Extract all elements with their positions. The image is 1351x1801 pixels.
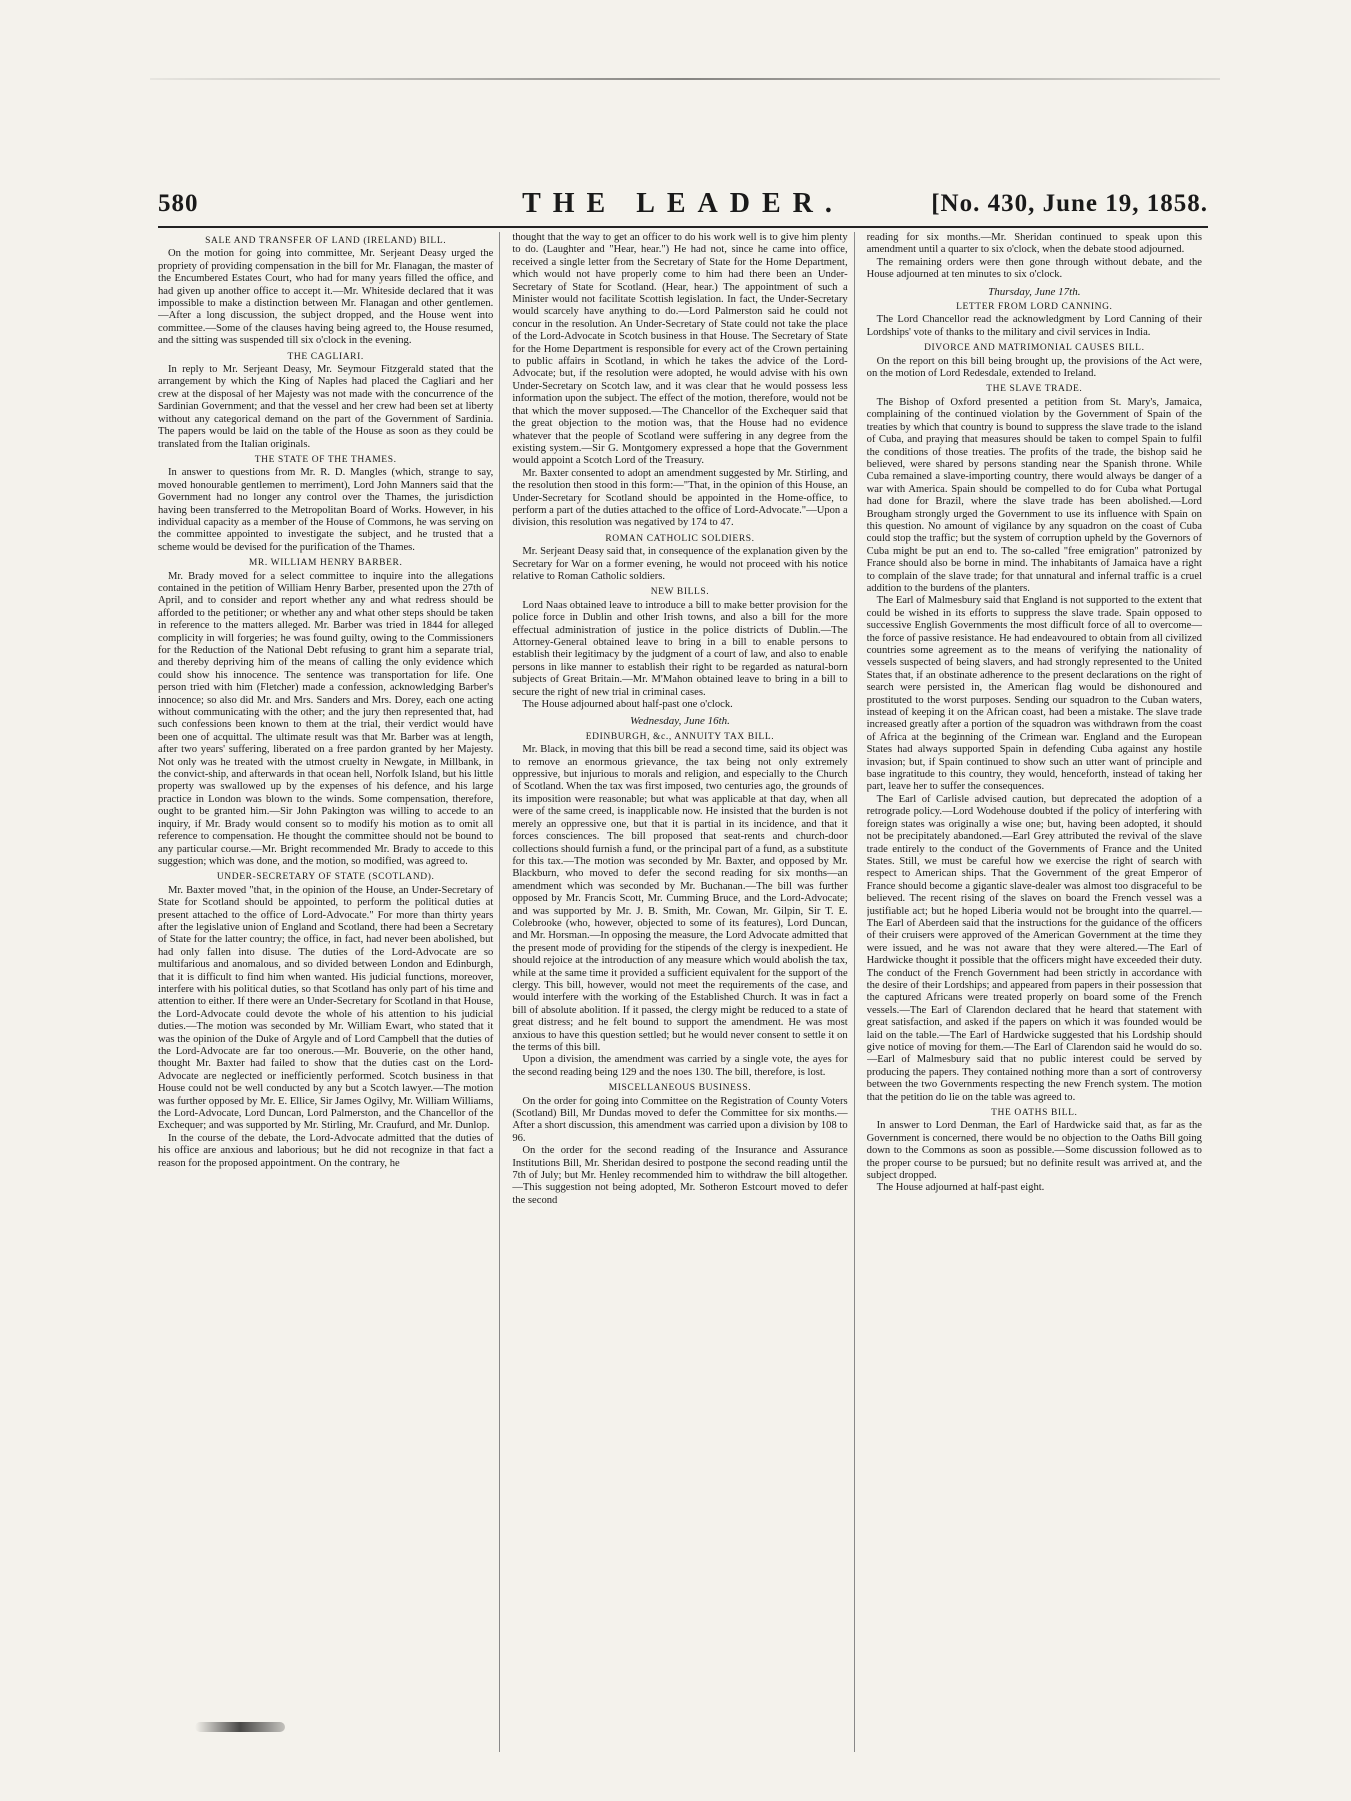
article-paragraph: thought that the way to get an officer to do his work well is to give him plenty to do. (Laughter and "Hear, hear.") He had not, since he came into office, received a single letter from the Secretary of State for the Home Department, which would not have properly come to him had there been an Under-Secretary of State for Scotland. (Hear, hear.) The appointment of such a Minister would not facilitate Scottish legislation. In fact, the Under-Secretary would scarcely have anything to do.—Lord Palmerston said he could not concur in the resolution. An Under-Secretary of State could not take the place of the Lord-Advocate in Scotch business in that House. The Secretary of State for the Home Department is responsible for every act of the Crown pertaining to public affairs in Scotland, in which he takes the advice of the Lord-Advocate; but, if the resolution were adopted, he would advise with his own Under-Secretary on Scotch law, and it was clear that he would possess less information upon the subject. The effect of the motion, therefore, would not be that which the mover supposed.—The Chancellor of the Exchequer said that the great objection to the motion was, that the House had no evidence whatever that the people of Scotland were suffering in any degree from the existing system.—Sir G. Montgomery expressed a hope that the Government would appoint a Scotch Lord of the Treasury.: [512, 232, 848, 467]
article-paragraph: On the order for going into Committee on the Registration of County Voters (Scotland) Bill, Mr Dundas moved to defer the Committee for six months.—After a short discussion, this amendment was carried upon a division by 108 to 96.: [512, 1095, 848, 1144]
ink-blot: [195, 1722, 285, 1732]
page-number: 580: [158, 190, 199, 217]
article-paragraph: The remaining orders were then gone through without debate, and the House adjourned at ten minutes to six o'clock.: [866, 256, 1202, 281]
article-paragraph: The Bishop of Oxford presented a petition from St. Mary's, Jamaica, complaining of the continued violation by the Government of Spain of the treaties by which that country is bound to suppress the slave trade to the island of Cuba, and praying that measures should be taken to compel Spain to fulfil the conditions of those treaties. The profits of the trade, the bishop said he believed, were shared by persons standing near the Spanish throne. While Cuba remained a slave-importing country, there would always be danger of a war with America. Spain should be compelled to do for Cuba what Portugal had done for Brazil, where the slave trade has been abolished.—Lord Brougham strongly urged the Government to use its influence with Spain on this question. No amount of vigilance by any squadron on the coast of Cuba could stop the traffic; but the system of corruption upheld by the Governors of Cuba might be put an end to. The so-called "free emigration" patronized by France should also be borne in mind. The inhabitants of Jamaica have a right to complain of the slave trade; for that unnatural and infernal traffic is a cruel addition to the burdens of the planters.: [866, 396, 1202, 594]
section-heading: MISCELLANEOUS BUSINESS.: [608, 1083, 752, 1094]
column-1: [158, 232, 500, 1752]
article-paragraph: Mr. Baxter consented to adopt an amendment suggested by Mr. Stirling, and the resolution then stood in this form:—"That, in the opinion of this House, an Under-Secretary for Scotland should be appointed in the Home-office, to perform a part of the duties attached to the office of Lord-Advocate."—Upon a division, this resolution was negatived by 174 to 47.: [512, 467, 848, 529]
section-heading: NEW BILLS.: [650, 587, 710, 598]
page-top-rule: [150, 78, 1220, 80]
article-paragraph: The Earl of Malmesbury said that England is not supported to the extent that could be wished in its efforts to suppress the slave trade. Spain opposed to successive English Governments the most difficult force of all to overcome—the force of passive resistance. He had endeavoured to obtain from all civilized countries some agreement as to the means of verifying the nationality of vessels suspected of being slavers, and had strongly represented to the United States that, if an obstinate adherence to the present declarations on the right of search were persisted in, the American flag would be dishonoured and prostituted to the worst purposes. Sending our squadron to the Cuban waters, instead of keeping it on the African coast, had been a mistake. The slave trade increased greatly after a portion of the squadron was withdrawn from the coast of Africa at the beginning of the Crimean war. England and the European States had always supported Spain in defending Cuba against any hostile invasion; but, if Spain continued to show such an utter want of principle and base ingratitude to this country, they would, henceforth, instead of taking her part, leave her to suffer the consequences.: [866, 595, 1202, 793]
article-paragraph: On the order for the second reading of the Insurance and Assurance Institutions Bill, Mr. Sheridan desired to postpone the second reading until the 7th of July; but Mr. Henley recommended him to withdraw the bill altogether.—This suggestion not being adopted, Mr. Sotheron Estcourt moved to defer the second: [512, 1145, 848, 1206]
header-rule: [158, 226, 1208, 228]
article-paragraph: Mr. Serjeant Deasy said that, in consequence of the explanation given by the Secretary for War on a former evening, he would not proceed with his notice relative to Roman Catholic soldiers.: [512, 546, 848, 582]
section-heading: ROMAN CATHOLIC SOLDIERS.: [605, 533, 755, 544]
article-paragraph: In answer to Lord Denman, the Earl of Hardwicke said that, as far as the Government is concerned, there would be no objection to the Oaths Bill going down to the Commons as soon as possible.—Some discussion followed as to the proper course to be pursued; but no definite result was arrived at, and the subject dropped.: [866, 1120, 1202, 1182]
article-paragraph: reading for six months.—Mr. Sheridan continued to speak upon this amendment until a quarter to six o'clock, when the debate stood adjourned.: [866, 232, 1202, 256]
article-paragraph: The House adjourned about half-past one o'clock.: [522, 699, 733, 711]
article-paragraph: Mr. Brady moved for a select committee to inquire into the allegations contained in the petition of William Henry Barber, presented upon the 27th of April, and to consider and report whether any and what redress should be afforded to the petitioner; or whether any and what other steps should be taken in reference to the matters alleged. Mr. Barber was tried in 1844 for alleged complicity in will forgeries; he was found guilty, owing to the Commissioners for the Reduction of the National Debt refusing to grant him a separate trial, and thereby depriving him of the means of calling the only evidence which could show his innocence. The sentence was transportation for life. One person tried with him (Fletcher) made a confession, acknowledging Barber's innocence; so also did Mr. and Mrs. Sanders and Mrs. Dorey, each one acting without communicating with the other; and the jury then represented that, had such confessions been known to them at the trial, their verdict would have been one of acquittal. The ultimate result was that Mr. Barber was at length, after two years' suffering, liberated on a free pardon granted by her Majesty. Not only was he treated with the utmost cruelty in Newgate, in Millbank, in the convict-ship, and afterwards in that ocean hell, Norfolk Island, but his little property was swallowed up by the expenses of his defence, and his large practice in London was blown to the winds. Some compensation, therefore, ought to be granted him.—Sir John Pakington was willing to accede to an inquiry, if Mr. Brady would consent so to modify his motion as to omit all reference to compensation. He thought the committee should not be bound to any particular course.—Mr. Bright recommended Mr. Brady to accede to this suggestion; which was done, and the motion, so modified, was agreed to.: [158, 570, 494, 867]
article-paragraph: On the motion for going into committee, Mr. Serjeant Deasy urged the propriety of providing compensation in the bill for Mr. Flanagan, the master of the Encumbered Estates Court, who had for many years filled the office, and had given up another office to accept it.—Mr. Whiteside declared that it was impossible to make a distinction between Mr. Flanagan and other gentlemen.—After a long discussion, the subject dropped, and the House went into committee.—Some of the clauses having being agreed to, the House resumed, and the sitting was suspended till six o'clock in the evening.: [158, 248, 494, 347]
column-3: [867, 232, 1208, 1752]
article-paragraph: The House adjourned at half-past eight.: [876, 1182, 1045, 1194]
article-paragraph: Upon a division, the amendment was carried by a single vote, the ayes for the second reading being 129 and the noes 130. The bill, therefore, is lost.: [512, 1054, 848, 1078]
article-paragraph: On the report on this bill being brought up, the provisions of the Act were, on the motion of Lord Redesdale, extended to Ireland.: [866, 355, 1202, 380]
issue-info: [No. 430, June 19, 1858.: [931, 190, 1208, 217]
article-paragraph: In reply to Mr. Serjeant Deasy, Mr. Seymour Fitzgerald stated that the arrangement by which the King of Naples had placed the Cagliari and her crew at the disposal of her Majesty was not made with the concurrence of the Sardinian Government; and that the vessel and her crew had been set at liberty without any categorical demand on the part of the Government of Sardinia. The papers would be laid on the table of the House as soon as they could be translated from the Italian originals.: [158, 364, 494, 450]
page-header: [158, 190, 1208, 226]
article-paragraph: In answer to questions from Mr. R. D. Mangles (which, strange to say, moved honourable gentlemen to merriment), Lord John Manners said that the Government had no longer any control over the Thames, the jurisdiction having been transferred to the Metropolitan Board of Works. However, in his individual capacity as a member of the House of Commons, he was serving on the committee appointed to investigate the subject, and he trusted that a scheme would be devised for the purification of the Thames.: [158, 467, 494, 553]
section-heading: LETTER FROM LORD CANNING.: [956, 302, 1113, 313]
section-heading: THE STATE OF THE THAMES.: [254, 454, 397, 465]
section-heading: EDINBURGH, &c., ANNUITY TAX BILL.: [585, 731, 775, 742]
article-paragraph: In the course of the debate, the Lord-Advocate admitted that the duties of his office are anxious and laborious; but he did not recognize in that fact a reason for the proposed appointment. On the contrary, he: [158, 1132, 494, 1169]
section-heading: DIVORCE AND MATRIMONIAL CAUSES BILL.: [924, 343, 1145, 354]
article-paragraph: Mr. Black, in moving that this bill be read a second time, said its object was to remove an enormous grievance, the tax being not only extremely oppressive, but injurious to morals and religion, and especially to the Church of Scotland. When the tax was first imposed, two centuries ago, the grounds of its imposition were reasonable; but what was applicable at that day, when all were of the same creed, is inapplicable now. He insisted that the burden is not merely an oppressive one, but that it is partial in its incidence, and that it forces consciences. The bill proposed that seat-rents and church-door collections should furnish a fund, or the principal part of a fund, as a substitute for this tax.—The motion was seconded by Mr. Baxter, and opposed by Mr. Blackburn, who moved to defer the second reading for six months—an amendment which was seconded by Mr. Buchanan.—The bill was further opposed by Mr. Francis Scott, Mr. Cumming Bruce, and the Lord-Advocate; and was supported by Mr. J. B. Smith, Mr. Cowan, Mr. Gilpin, Sir T. E. Colebrooke (who, however, objected to some of its features), Lord Duncan, and Mr. Horsman.—In opposing the measure, the Lord Advocate admitted that the present mode of providing for the stipends of the clergy is inexpedient. He should rejoice at the introduction of any measure which would abolish the tax, while at the same time it provided a sufficient equivalent for the support of the clergy. This bill, however, would not meet the requirements of the case, and would interfere with the working of the Established Church. It was in fact a bill of absolute abolition. If it passed, the clergy might be reduced to a state of great distress; and he felt bound to support the amendment. He was most anxious to have this question settled; but he would never consent to settle it on the terms of this bill.: [512, 744, 848, 1053]
section-heading: UNDER-SECRETARY OF STATE (SCOTLAND).: [216, 872, 435, 883]
masthead-title: THE LEADER.: [522, 188, 844, 219]
section-heading: THE SLAVE TRADE.: [986, 384, 1083, 395]
section-heading: SALE AND TRANSFER OF LAND (IRELAND) BILL.: [205, 236, 447, 246]
article-paragraph: The Earl of Carlisle advised caution, but deprecated the adoption of a retrograde policy.—Lord Wodehouse doubted if the policy of interfering with foreign states was originally a wise one; but, having been adopted, it should not be precipitately abandoned.—Earl Grey attributed the revival of the slave trade entirely to the conduct of the Governments of France and the United States. Still, we must be careful how we exercise the right of search with respect to American ships. That the Government of the great Emperor of France should become a gigantic slave-dealer was almost too disgraceful to be believed. The recent rising of the slaves on board the French vessel was a justifiable act; but he hoped Liberia would not be brought into the quarrel.—The Earl of Aberdeen said that the instructions for the guidance of the officers of their cruisers were approved of the American Government at the time they were issued, and he was not aware that they were altered.—The Earl of Hardwicke thought it possible that the officers might have exceeded their duty. The conduct of the French Government had been strictly in accordance with the desire of their Lordships; and appeared from papers in their possession that the captured Africans were treated properly on board some of the French vessels.—The Earl of Clarendon declared that he heard that statement with great satisfaction, and asked if the papers on which it was founded would be laid on the table.—The Earl of Hardwicke suggested that his Lordship should give notice of moving for them.—The Earl of Clarendon said he would do so.—Earl of Malmesbury said that no public interest could be served by producing the papers. They contained nothing more than a sort of controversy between the two Governments respecting the new French system. The motion that the petition do lie on the table was agreed to.: [866, 793, 1202, 1103]
section-heading: MR. WILLIAM HENRY BARBER.: [248, 558, 403, 569]
column-2: [512, 232, 854, 1752]
article-paragraph: Mr. Baxter moved "that, in the opinion of the House, an Under-Secretary of State for Scotland should be appointed, to perform the political duties at present attached to the office of Lord-Advocate." For more than thirty years after the legislative union of England and Scotland, there had been a Secretary of State for the latter country; the office, in fact, had never been abolished, but had only fallen into disuse. The duties of the Lord-Advocate are so multifarious and anomalous, and so divided between London and Edinburgh, that it is difficult to find him when wanted. His judicial functions, moreover, interfere with his political duties, so that Scotland has only part of his time and attention to either. If there were an Under-Secretary for Scotland in that House, the Lord-Advocate could devote the whole of his attention to his judicial duties.—The motion was seconded by Mr. William Ewart, who stated that it was the opinion of the Duke of Argyle and of Lord Campbell that the duties of the Lord-Advocate are far too onerous.—Mr. Bouverie, on the other hand, thought Mr. Baxter had failed to show that the duties cast on the Lord-Advocate are neglected or inefficiently performed. Scotch business in that House could not be well conducted by any but a Scotch lawyer.—The motion was further opposed by Mr. E. Ellice, Sir James Ogilvy, Mr. William Williams, the Lord-Advocate, Lord Duncan, Lord Palmerston, and the Chancellor of the Exchequer; and was supported by Mr. Stirling, Mr. Craufurd, and Mr. Dunlop.: [158, 884, 494, 1132]
article-paragraph: The Lord Chancellor read the acknowledgment by Lord Canning of their Lordships' vote of thanks to the military and civil services in India.: [866, 314, 1202, 338]
section-heading: THE OATHS BILL.: [991, 1108, 1078, 1119]
article-paragraph: Lord Naas obtained leave to introduce a bill to make better provision for the police force in Dublin and other Irish towns, and also a bill for the more effectual administration of justice in the police districts of Dublin.—The Attorney-General obtained leave to bring in a bill to enable persons to establish their legitimacy by the judgment of a court of law, and also to enable persons in like manner to establish their right to be regarded as natural-born subjects of Great Britain.—Mr. M'Mahon obtained leave to bring in a bill to secure the right of new trial in criminal cases.: [512, 599, 848, 698]
article-columns: [158, 232, 1208, 1752]
section-heading: THE CAGLIARI.: [287, 351, 364, 362]
dateline: Thursday, June 17th.: [988, 285, 1081, 298]
dateline: Wednesday, June 16th.: [630, 715, 730, 728]
